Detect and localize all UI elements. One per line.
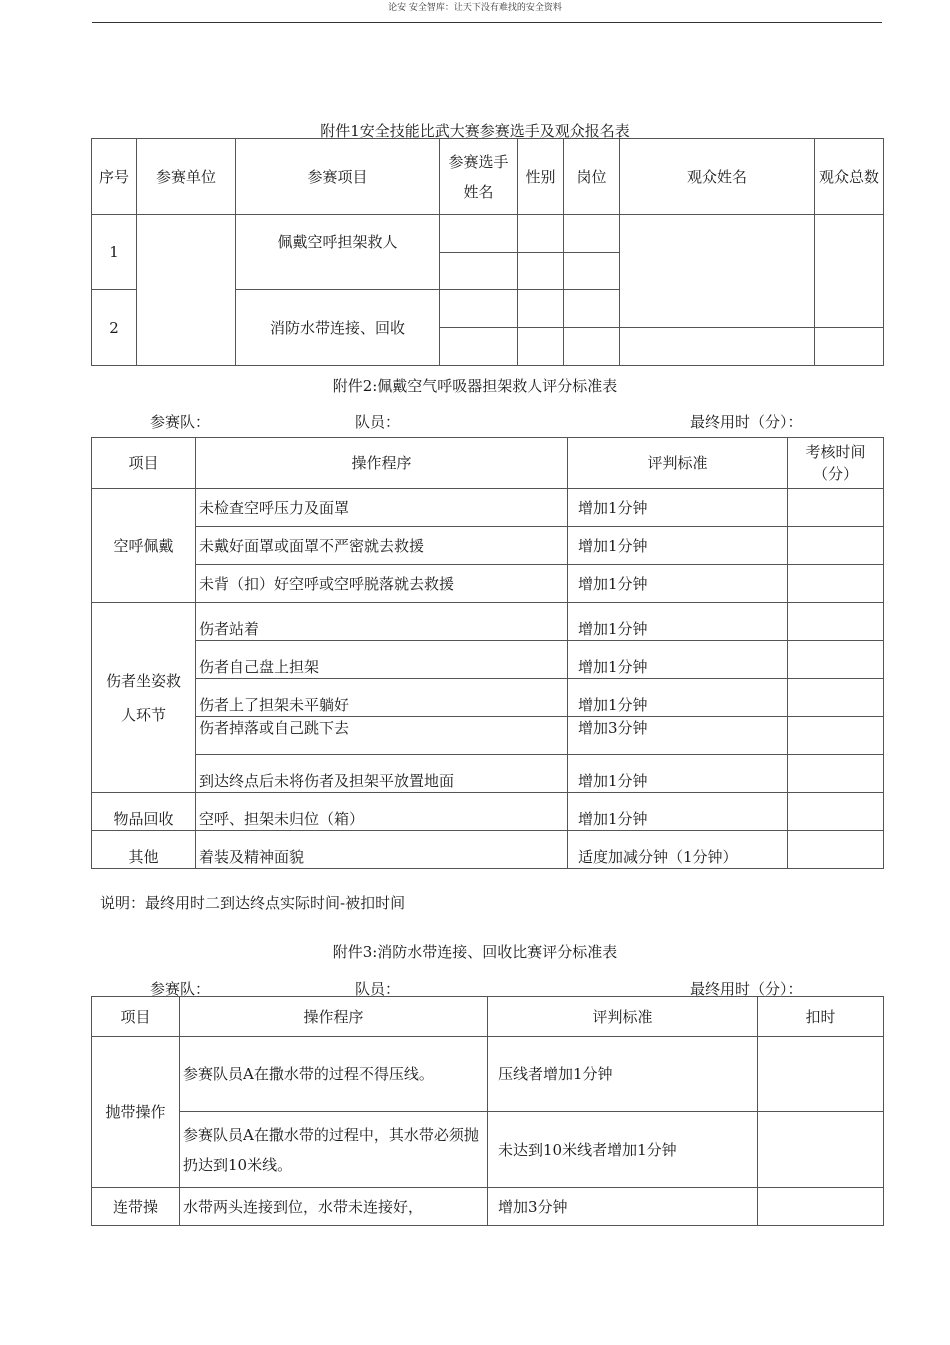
t3-header-item: 项目 bbox=[92, 997, 180, 1037]
procedure-cell: 到达终点后未将伤者及担架平放置地面 bbox=[196, 755, 568, 793]
table2-title: 附件2:佩戴空气呼吸器担架救人评分标准表 bbox=[332, 377, 618, 395]
row1-post-cell-b bbox=[564, 253, 620, 290]
row2-post-cell-a bbox=[564, 290, 620, 328]
time-cell bbox=[788, 793, 884, 831]
criteria-cell: 增加1分钟 bbox=[568, 641, 788, 679]
time-cell bbox=[788, 755, 884, 793]
procedure-cell: 未检查空呼压力及面罩 bbox=[196, 489, 568, 527]
final-time-label: 最终用时（分）： bbox=[690, 980, 803, 998]
t3-header-procedure: 操作程序 bbox=[180, 997, 488, 1037]
t2-header-item: 项目 bbox=[92, 438, 196, 489]
header-contestant-name: 参赛选手姓名 bbox=[440, 139, 518, 215]
criteria-cell: 增加1分钟 bbox=[568, 755, 788, 793]
procedure-cell: 水带两头连接到位，水带未连接好， bbox=[180, 1188, 488, 1226]
group-label: 物品回收 bbox=[92, 793, 196, 831]
header-gender: 性别 bbox=[518, 139, 564, 215]
t3-header-criteria: 评判标准 bbox=[488, 997, 758, 1037]
header-audience-total: 观众总数 bbox=[815, 139, 884, 215]
table1-title: 附件1安全技能比武大赛参赛选手及观众报名表 bbox=[320, 122, 630, 140]
t2-header-procedure: 操作程序 bbox=[196, 438, 568, 489]
stretcher-rescue-scoring-table bbox=[91, 437, 884, 869]
row2-gender-cell-a bbox=[518, 290, 564, 328]
member-label: 队员： bbox=[355, 980, 401, 998]
procedure-cell: 参赛队员A在撒水带的过程不得压线。 bbox=[180, 1037, 488, 1112]
member-label: 队员： bbox=[355, 413, 401, 431]
registration-table bbox=[91, 138, 884, 366]
time-cell bbox=[788, 717, 884, 755]
group-label: 连带操 bbox=[92, 1188, 180, 1226]
row2-post-cell-b bbox=[564, 328, 620, 366]
criteria-cell: 压线者增加1分钟 bbox=[488, 1037, 758, 1112]
criteria-cell: 增加1分钟 bbox=[568, 679, 788, 717]
row2-name-cell-a bbox=[440, 290, 518, 328]
procedure-cell: 伤者自己盘上担架 bbox=[196, 641, 568, 679]
procedure-cell: 伤者掉落或自己跳下去 bbox=[196, 717, 568, 755]
time-cell bbox=[788, 641, 884, 679]
procedure-cell: 参赛队员A在撒水带的过程中，其水带必须抛扔达到10米线。 bbox=[180, 1112, 488, 1188]
criteria-cell: 未达到10米线者增加1分钟 bbox=[488, 1112, 758, 1188]
row2-seq: 2 bbox=[92, 290, 137, 366]
row1-name-cell-a bbox=[440, 215, 518, 253]
t3-header-deduct: 扣时 bbox=[758, 997, 884, 1037]
audience-total-cell bbox=[815, 215, 884, 328]
group-label: 空呼佩戴 bbox=[92, 489, 196, 603]
t2-header-criteria: 评判标准 bbox=[568, 438, 788, 489]
table3-title: 附件3:消防水带连接、回收比赛评分标准表 bbox=[332, 943, 618, 961]
criteria-cell: 增加1分钟 bbox=[568, 565, 788, 603]
criteria-cell: 适度加减分钟（1分钟） bbox=[568, 831, 788, 869]
header-seq: 序号 bbox=[92, 139, 137, 215]
page-header-text: 论安 安全智库：让天下没有难找的安全资料 bbox=[388, 3, 562, 13]
row1-gender-cell-a bbox=[518, 215, 564, 253]
t2-header-time: 考核时间（分） bbox=[788, 438, 884, 489]
procedure-cell: 伤者站着 bbox=[196, 603, 568, 641]
final-time-label: 最终用时（分）： bbox=[690, 413, 803, 431]
time-cell bbox=[788, 679, 884, 717]
criteria-cell: 增加1分钟 bbox=[568, 527, 788, 565]
row2-audience-total-cell bbox=[815, 328, 884, 366]
criteria-cell: 增加3分钟 bbox=[568, 717, 788, 755]
row1-gender-cell-b bbox=[518, 253, 564, 290]
time-cell bbox=[788, 603, 884, 641]
group-label: 伤者坐姿救人环节 bbox=[92, 603, 196, 793]
row1-item: 佩戴空呼担架救人 bbox=[236, 215, 440, 290]
row1-post-cell-a bbox=[564, 215, 620, 253]
criteria-cell: 增加1分钟 bbox=[568, 489, 788, 527]
header-item: 参赛项目 bbox=[236, 139, 440, 215]
time-cell bbox=[788, 565, 884, 603]
row1-name-cell-b bbox=[440, 253, 518, 290]
header-unit: 参赛单位 bbox=[137, 139, 236, 215]
time-cell bbox=[788, 831, 884, 869]
deduct-cell bbox=[758, 1112, 884, 1188]
deduct-cell bbox=[758, 1188, 884, 1226]
procedure-cell: 着装及精神面貌 bbox=[196, 831, 568, 869]
time-cell bbox=[788, 489, 884, 527]
procedure-cell: 空呼、担架未归位（箱） bbox=[196, 793, 568, 831]
time-cell bbox=[788, 527, 884, 565]
procedure-cell: 未背（扣）好空呼或空呼脱落就去救援 bbox=[196, 565, 568, 603]
criteria-cell: 增加1分钟 bbox=[568, 603, 788, 641]
row2-name-cell-b bbox=[440, 328, 518, 366]
row2-item: 消防水带连接、回收 bbox=[236, 290, 440, 366]
row2-gender-cell-b bbox=[518, 328, 564, 366]
final-time-note: 说明：最终用时二到达终点实际时间-被扣时间 bbox=[100, 894, 406, 912]
row1-seq: 1 bbox=[92, 215, 137, 290]
header-audience-name: 观众姓名 bbox=[620, 139, 815, 215]
group-label: 抛带操作 bbox=[92, 1037, 180, 1188]
team-label: 参赛队： bbox=[150, 980, 211, 998]
header-divider bbox=[92, 22, 882, 23]
criteria-cell: 增加3分钟 bbox=[488, 1188, 758, 1226]
team-label: 参赛队： bbox=[150, 413, 211, 431]
header-post: 岗位 bbox=[564, 139, 620, 215]
hose-connection-scoring-table bbox=[91, 996, 884, 1226]
procedure-cell: 伤者上了担架未平躺好 bbox=[196, 679, 568, 717]
audience-name-cell bbox=[620, 215, 815, 328]
procedure-cell: 未戴好面罩或面罩不严密就去救援 bbox=[196, 527, 568, 565]
group-label: 其他 bbox=[92, 831, 196, 869]
deduct-cell bbox=[758, 1037, 884, 1112]
criteria-cell: 增加1分钟 bbox=[568, 793, 788, 831]
row2-audience-name-cell bbox=[620, 328, 815, 366]
unit-cell bbox=[137, 215, 236, 366]
